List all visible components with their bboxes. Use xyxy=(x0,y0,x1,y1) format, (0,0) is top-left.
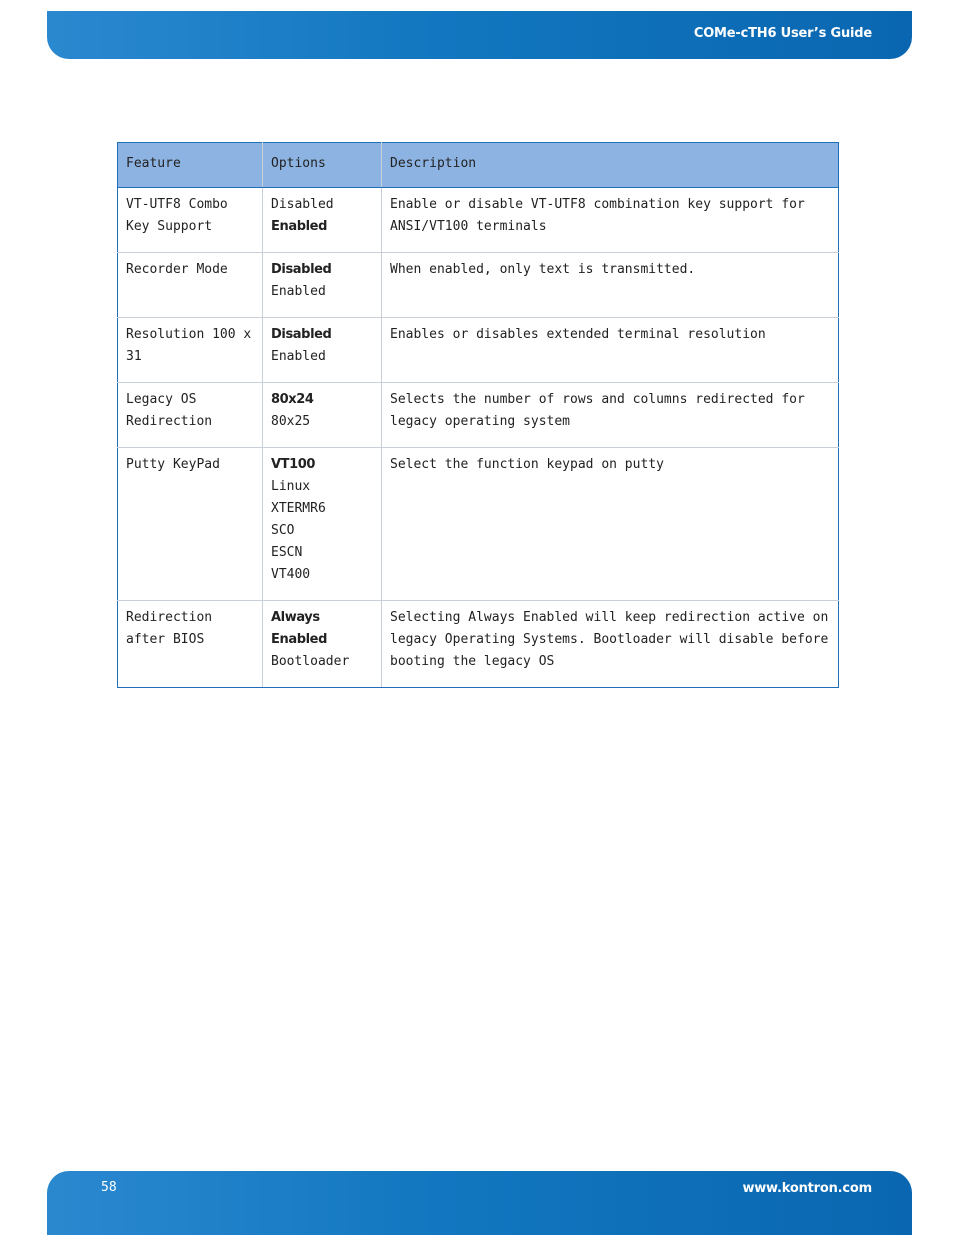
options-cell xyxy=(263,253,382,318)
footer-website-link[interactable]: www.kontron.com xyxy=(742,1181,872,1196)
document-title: COMe-cTH6 User’s Guide xyxy=(693,26,872,41)
description-cell: Enable or disable VT-UTF8 combination key support for ANSI/VT100 terminals xyxy=(382,188,839,253)
table-row xyxy=(118,383,839,448)
footer-bar xyxy=(47,1171,912,1235)
column-header-feature: Feature xyxy=(118,143,263,188)
options-cell xyxy=(263,318,382,383)
feature-cell: VT-UTF8 Combo Key Support xyxy=(118,188,263,253)
table-row xyxy=(118,188,839,253)
table-row xyxy=(118,448,839,601)
serial-redirection-settings-table xyxy=(117,142,839,688)
table-header-row xyxy=(118,143,839,188)
default-option: Always Enabled xyxy=(271,610,327,647)
description-cell: Select the function keypad on putty xyxy=(382,448,839,601)
feature-cell: Redirection after BIOS xyxy=(118,601,263,688)
options-cell xyxy=(263,448,382,601)
description-cell: Selects the number of rows and columns redirected for legacy operating system xyxy=(382,383,839,448)
feature-cell: Legacy OS Redirection xyxy=(118,383,263,448)
default-option: VT100 xyxy=(271,457,316,472)
options-cell xyxy=(263,188,382,253)
option: Enabled xyxy=(271,349,326,364)
option: Bootloader xyxy=(271,654,350,669)
column-header-description: Description xyxy=(382,143,839,188)
table-row xyxy=(118,601,839,688)
option: Disabled xyxy=(271,197,334,212)
description-cell: Selecting Always Enabled will keep redirection active on legacy Operating Systems. Bootloader will disable before booting the legacy OS xyxy=(382,601,839,688)
option: 80x25 xyxy=(271,414,311,429)
option: Enabled xyxy=(271,284,326,299)
feature-cell: Recorder Mode xyxy=(118,253,263,318)
option: ESCN xyxy=(271,545,303,560)
description-cell: Enables or disables extended terminal resolution xyxy=(382,318,839,383)
table-row xyxy=(118,253,839,318)
option: XTERMR6 xyxy=(271,501,326,516)
table-row xyxy=(118,318,839,383)
default-option: Enabled xyxy=(271,219,327,234)
header-bar xyxy=(47,11,912,59)
option: VT400 xyxy=(271,567,311,582)
page-number: 58 xyxy=(101,1180,117,1195)
feature-cell: Putty KeyPad xyxy=(118,448,263,601)
column-header-options: Options xyxy=(263,143,382,188)
options-cell xyxy=(263,601,382,688)
default-option: 80x24 xyxy=(271,392,314,407)
option: SCO xyxy=(271,523,295,538)
feature-cell: Resolution 100 x 31 xyxy=(118,318,263,383)
default-option: Disabled xyxy=(271,327,332,342)
option: Linux xyxy=(271,479,311,494)
options-cell xyxy=(263,383,382,448)
description-cell: When enabled, only text is transmitted. xyxy=(382,253,839,318)
default-option: Disabled xyxy=(271,262,332,277)
